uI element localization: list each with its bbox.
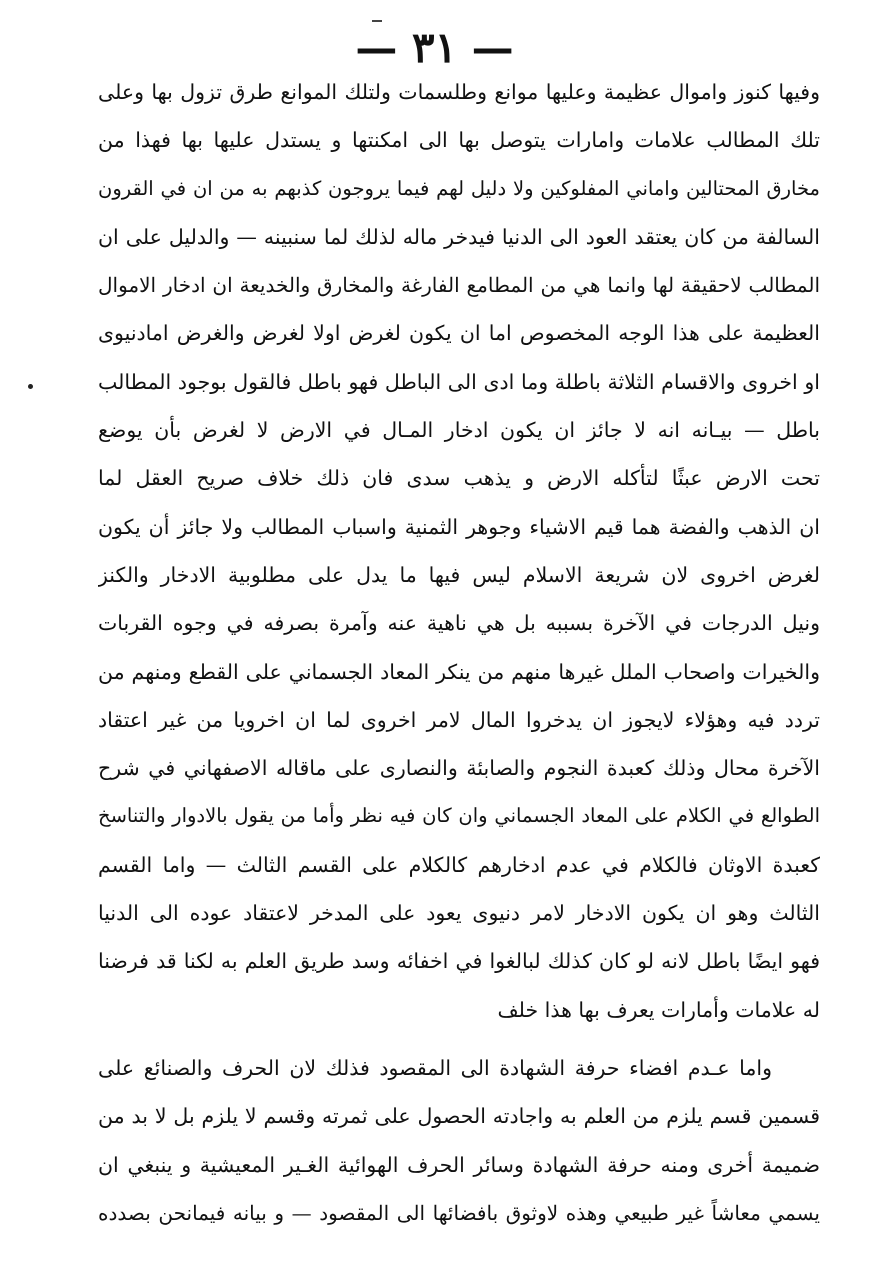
text-line: ضميمة أخرى ومنه حرفة الشهادة وسائر الحرف الهوائية الغـير المعيشية و ينبغي ان xyxy=(98,1152,820,1177)
text-line: العظيمة على هذا الوجه المخصوص اما ان يكون لغرض اولا لغرض والغرض امادنيوى xyxy=(98,321,820,346)
page-text xyxy=(98,68,820,1237)
text-line: الآخرة محال وذلك كعبدة النجوم والصابئة والنصارى على ماقاله الاصفهاني في شرح xyxy=(98,756,820,781)
text-line: والخيرات واصحاب الملل غيرها منهم من ينكر المعاد الجسماني على القطع ومنهم من xyxy=(98,659,820,684)
text-line: باطل — بيـانه انه لا جائز ان يكون ادخار المـال في الارض لا لغرض بأن يوضع xyxy=(98,418,820,443)
text-line: المطالب لاحقيقة لها وانما هي من المطامع الفارغة والمخارق والخديعة ان ادخار الاموال xyxy=(98,273,820,298)
text-line: تلك المطالب علامات وامارات يتوصل بها الى امكنتها و يستدل عليها بها فهذا من xyxy=(98,128,820,153)
text-line: تحت الارض عبثًا لتأكله الارض و يذهب سدى فان ذلك خلاف صريح العقل لما xyxy=(98,466,820,491)
paragraph-gap xyxy=(98,1034,820,1044)
text-line: تردد فيه وهؤلاء لايجوز ان يدخروا المال لامر اخروى لما ان اخرويا من غير اعتقاد xyxy=(98,707,820,732)
page-number: — ٣١ — xyxy=(355,23,514,72)
text-line: الطوالع في الكلام على المعاد الجسماني وان كان فيه نظر وأما من يقول بالادوار والتناسخ xyxy=(98,804,820,828)
text-line: الثالث وهو ان يكون الادخار لامر دنيوى يعود على المدخر لاعتقاد عوده الى الدنيا xyxy=(98,901,820,926)
text-line: لغرض اخروى لان شريعة الاسلام ليس فيها ما يدل على مطلوبية الادخار والكنز xyxy=(98,562,820,587)
margin-dot xyxy=(28,384,33,389)
text-line: ونيل الدرجات في الآخرة بسببه بل هي ناهية عنه وآمرة بصرفه في وجوه القربات xyxy=(98,611,820,636)
text-line: قسمين قسم يلزم من العلم به واجادته الحصول على ثمرته وقسم لا يلزم بل لا بد من xyxy=(98,1104,820,1129)
text-line: فهو ايضًا باطل لانه لو كان كذلك لبالغوا في اخفائه وسد طريق العلم به لكنا قد فرضنا xyxy=(98,949,820,974)
text-line: السالفة من كان يعتقد العود الى الدنيا فيدخر ماله لذلك لما سنبينه — والدليل على ان xyxy=(98,224,820,249)
text-line: يسمي معاشاً غير طبيعي وهذه لاوثوق بافضائها الى المقصود — و بيانه فيمانحن بصدده xyxy=(98,1200,820,1225)
text-line: ان الذهب والفضة هما قيم الاشياء وجوهر الثمنية واسباب المطالب ولا جائز أن يكون xyxy=(98,514,820,539)
text-line: مخارق المحتالين واماني المفلوكين ولا دليل لهم فيما يروجون كذبهم به من ان في القرون xyxy=(98,176,820,200)
text-line: او اخروى والاقسام الثلاثة باطلة وما ادى الى الباطل فهو باطل فالقول بوجود المطالب xyxy=(98,369,820,394)
text-line: واما عـدم افضاء حرفة الشهادة الى المقصود فذلك لان الحرف والصنائع على xyxy=(98,1055,772,1080)
text-line: كعبدة الاوثان فالكلام في عدم ادخارهم كالكلام على القسم الثالث — واما القسم xyxy=(98,852,820,877)
text-line: وفيها كنوز واموال عظيمة وعليها موانع وطلسمات ولتلك الموانع طرق تزول بها وعلى xyxy=(98,80,820,104)
text-line: له علامات وأمارات يعرف بها هذا خلف xyxy=(497,997,820,1022)
